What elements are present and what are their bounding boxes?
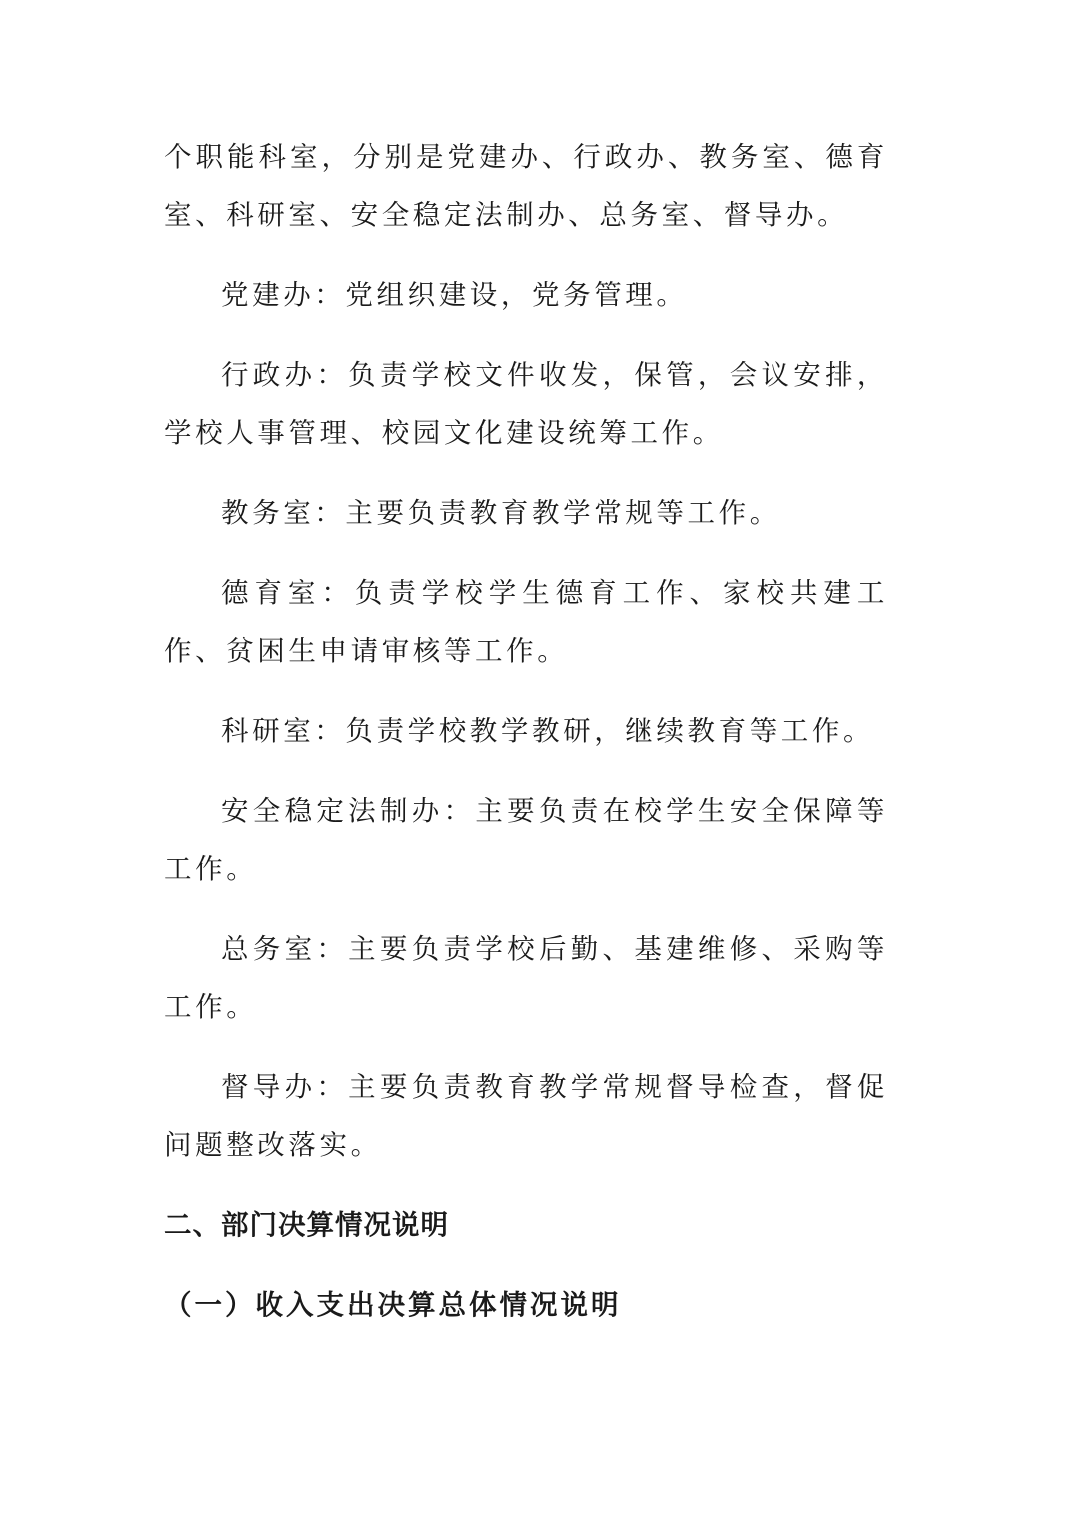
paragraph-academic-affairs: 教务室：主要负责教育教学常规等工作。 — [221, 497, 781, 529]
document-page — [164, 128, 888, 1334]
subsection-heading: （一）收入支出决算总体情况说明 — [164, 1289, 622, 1321]
paragraph-general-affairs: 总务室：主要负责学校后勤、基建维修、采购等工作。 — [164, 933, 888, 1023]
paragraph-research-office: 科研室：负责学校教学教研，继续教育等工作。 — [221, 715, 875, 747]
paragraph-safety-office: 安全稳定法制办：主要负责在校学生安全保障等工作。 — [164, 795, 888, 885]
paragraph-party-office: 党建办：党组织建设，党务管理。 — [221, 279, 688, 311]
paragraph-supervision-office: 督导办：主要负责教育教学常规督导检查，督促问题整改落实。 — [164, 1071, 888, 1161]
section-heading: 二、部门决算情况说明 — [164, 1209, 449, 1241]
paragraph-admin-office: 行政办：负责学校文件收发，保管，会议安排，学校人事管理、校园文化建设统筹工作。 — [164, 359, 888, 449]
paragraph-departments-intro: 个职能科室，分别是党建办、行政办、教务室、德育室、科研室、安全稳定法制办、总务室、督导办。 — [164, 141, 888, 231]
paragraph-moral-education: 德育室：负责学校学生德育工作、家校共建工作、贫困生申请审核等工作。 — [164, 577, 888, 667]
